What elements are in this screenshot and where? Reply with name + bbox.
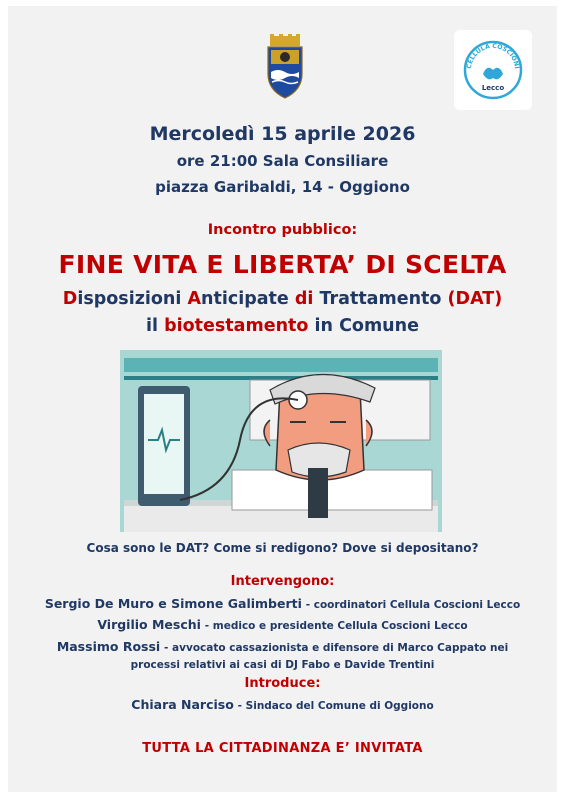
subtitle-part: Trattamento: [313, 289, 448, 309]
event-time-place: ore 21:00 Sala Consiliare: [176, 152, 389, 170]
subtitle-dat: [0, 289, 565, 309]
subtitle-highlight: di: [294, 289, 314, 309]
introducer-label: Introduce:: [244, 676, 321, 691]
subtitle-part: nticipate: [201, 289, 295, 309]
invitation-text: TUTTA LA CITTADINANZA E’ INVITATA: [142, 741, 423, 756]
speaker-role: - coordinatori Cellula Coscioni Lecco: [305, 599, 521, 611]
speaker-name: Massimo Rossi: [56, 639, 161, 654]
subtitle-biotestamento: [0, 316, 565, 336]
speaker-name: Virgilio Meschi: [97, 617, 201, 632]
subtitle-highlight: (DAT): [447, 289, 503, 309]
introducer-row: [0, 697, 565, 712]
main-title: FINE VITA E LIBERTA’ DI SCELTA: [58, 250, 507, 279]
questions-text: Cosa sono le DAT? Come si redigono? Dove si depositano?: [86, 541, 479, 555]
speaker-row: [0, 639, 565, 673]
kicker-text: Incontro pubblico:: [207, 222, 358, 238]
subtitle-part: il: [146, 316, 165, 336]
speaker-role: - avvocato cassazionista e difensore di Marco Cappato nei: [164, 642, 509, 654]
svg-text:CELLULA COSCIONI: [466, 43, 520, 69]
event-address: piazza Garibaldi, 14 - Oggiono: [155, 178, 410, 196]
subtitle-highlight: biotestamento: [164, 316, 309, 336]
introducer-role: - Sindaco del Comune di Oggiono: [237, 700, 434, 712]
logo-text-bottom: Lecco: [481, 84, 505, 92]
speaker-role-continued: processi relativi ai casi di DJ Fabo e Davide Trentini: [130, 659, 435, 671]
municipal-crest-icon: [262, 34, 308, 100]
subtitle-highlight: A: [187, 289, 202, 309]
speakers-label: Intervengono:: [230, 574, 335, 589]
speaker-row: [0, 596, 565, 611]
speaker-row: [0, 617, 565, 632]
subtitle-part: isposizioni: [77, 289, 188, 309]
speaker-role: - medico e presidente Cellula Coscioni Lecco: [204, 620, 468, 632]
introducer-name: Chiara Narciso: [131, 697, 234, 712]
logo-text-top: CELLULA COSCIONI: [465, 42, 520, 70]
subtitle-part: in Comune: [308, 316, 419, 336]
cellula-coscioni-logo: [454, 30, 532, 110]
hospital-patient-illustration: [120, 350, 442, 532]
event-date: Mercoledì 15 aprile 2026: [149, 123, 416, 145]
subtitle-highlight: D: [62, 289, 78, 309]
speaker-name: Sergio De Muro e Simone Galimberti: [44, 596, 302, 611]
